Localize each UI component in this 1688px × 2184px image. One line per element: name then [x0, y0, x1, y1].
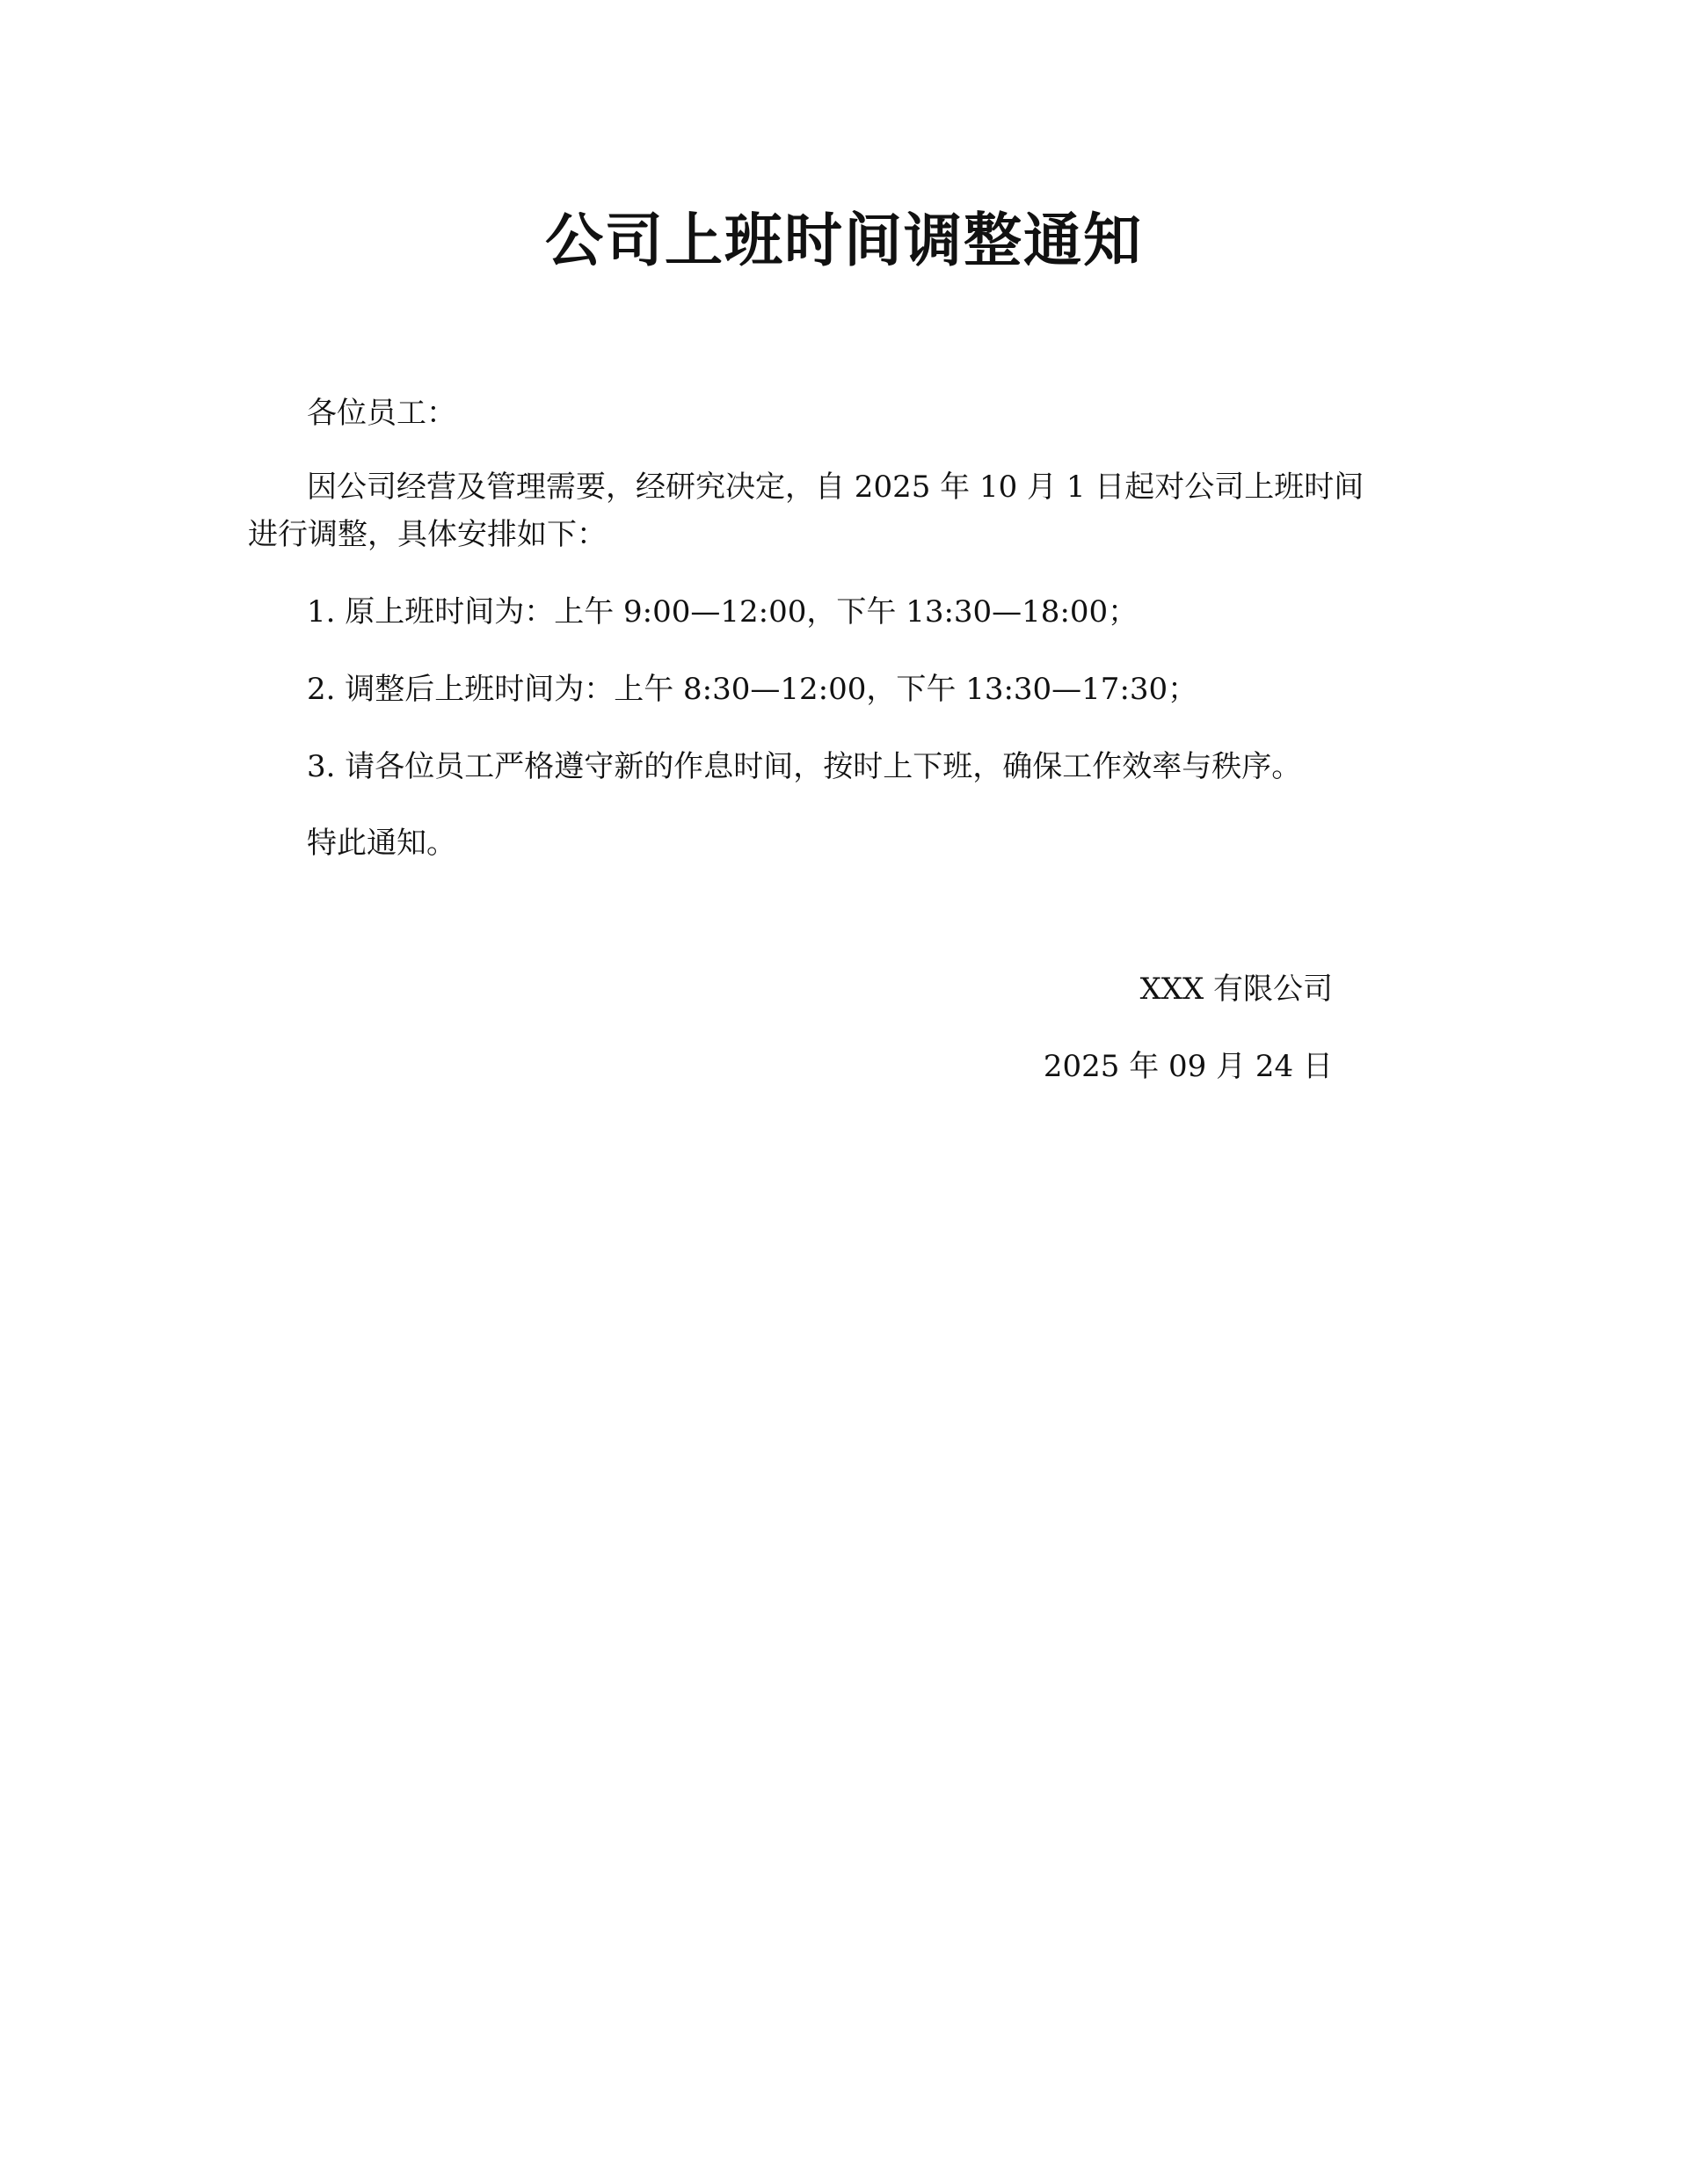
signature-company: XXX 有限公司	[1139, 972, 1333, 1007]
intro-line-2: 进行调整，具体安排如下：	[248, 517, 607, 552]
signature-date: 2025 年 09 月 24 日	[1043, 1049, 1333, 1084]
closing-text: 特此通知。	[307, 826, 456, 861]
intro-line-1: 因公司经营及管理需要，经研究决定，自 2025 年 10 月 1 日起对公司上班时间	[307, 470, 1364, 505]
list-item-3: 3. 请各位员工严格遵守新的作息时间，按时上下班，确保工作效率与秩序。	[307, 749, 1302, 784]
list-item-2: 2. 调整后上班时间为：上午 8:30—12:00，下午 13:30—17:30；	[307, 672, 1198, 707]
list-item-1: 1. 原上班时间为：上午 9:00—12:00，下午 13:30—18:00；	[307, 594, 1139, 630]
salutation: 各位员工：	[307, 396, 456, 431]
notice-title: 公司上班时间调整通知	[545, 207, 1143, 274]
